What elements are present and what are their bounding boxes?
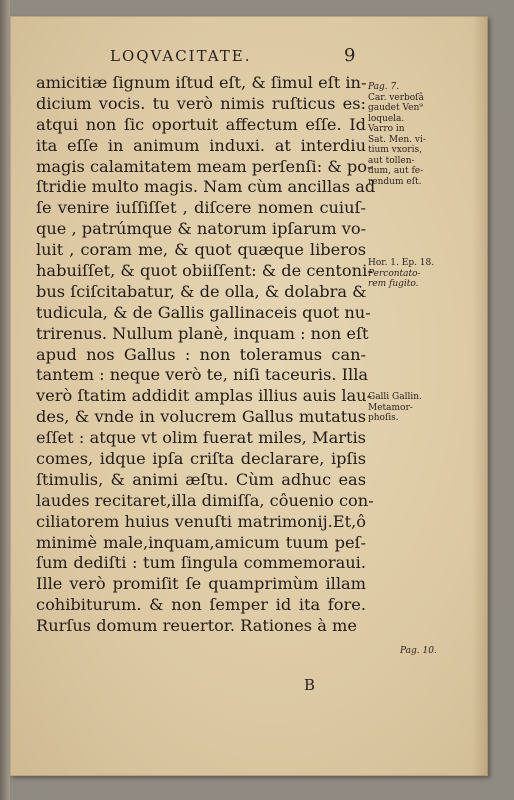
sidenote-line: Sat. Men. vi- <box>368 134 426 145</box>
text-line: luit , coram me, & quot quæque liberos <box>36 240 366 260</box>
text-line: Rurſus domum reuertor. Rationes à me <box>36 616 357 636</box>
sidenote-line: gaudet Ven⁹ <box>368 103 423 113</box>
sidenote-line: Metamor- <box>368 402 413 413</box>
text-line: verò ſtatim addidit amplas illius auis lau- <box>36 386 373 406</box>
sidenote-line: Car. verboſâ <box>368 92 424 103</box>
sidenote-pag-7 <box>368 82 462 187</box>
text-line: dicium vocis. tu verò nimis ruſticus es: <box>36 93 366 113</box>
signature-mark: B <box>304 676 316 694</box>
text-line: trirenus. Nullum planè, inquam : non eſt <box>36 323 369 343</box>
text-line: ſe venire iuſſiſſet , diſcere nomen cuiuſ- <box>36 198 366 218</box>
sidenote-line: Varro in <box>368 124 405 134</box>
sidenote-line: tium vxoris, <box>368 145 422 155</box>
sidenote-line: dum, aut fe- <box>368 166 424 176</box>
page-edge-shadow <box>472 16 488 776</box>
text-line: ſtridie multo magis. Nam cùm ancillas ad <box>36 177 376 197</box>
running-title: LOQVACITATE. <box>110 47 252 65</box>
text-line: tantem : neque verò te, niſi taceuris. Illa <box>36 365 369 385</box>
body-text <box>36 73 376 637</box>
text-line: ita eſſe in animum induxi. at interdiu <box>36 135 366 155</box>
text-line: ciliatorem huius venuſti matrimonij.Et,ô <box>36 511 366 531</box>
text-line: ſtimulis, & animi æſtu. Cùm adhuc eas <box>36 469 366 489</box>
sidenote-line: phoſis. <box>368 413 399 423</box>
text-line: que , patrúmque & natorum ipſarum vo- <box>36 219 367 239</box>
book-spine <box>0 0 10 800</box>
text-line: magis calamitatem meam perſenſi: & po- <box>36 156 373 176</box>
text-line: amicitiæ ſignum iſtud eſt, & ſimul eſt in- <box>36 73 367 92</box>
text-line: eſſet : atque vt olim fuerat miles, Martis <box>36 428 366 448</box>
sidenote-line: rem fugito. <box>368 279 419 289</box>
sidenote-line: rendum eſt. <box>368 176 422 187</box>
text-line: cohibiturum. & non ſemper id ita fore. <box>36 595 366 615</box>
text-line: tudicula, & de Gallis gallinaceis quot nu- <box>36 302 371 322</box>
sidenote-pag-10 <box>400 646 494 657</box>
sidenote-line: Hor. 1. Ep. 18. <box>368 258 435 268</box>
text-line: ſum dediſti : tum ſingula commemoraui. <box>36 553 366 573</box>
text-line: des, & vnde in volucrem Gallus mutatus <box>36 407 366 427</box>
sidenote-line: loquela. <box>368 113 405 124</box>
sidenote-line: Pag. 10. <box>400 646 437 656</box>
text-line: minimè male,inquam,amicum tuum peſ- <box>36 532 366 552</box>
text-line: apud nos Gallus : non toleramus can- <box>36 344 366 364</box>
sidenote-galli <box>368 392 462 424</box>
text-line: Ille verò promiſit ſe quamprimùm illam <box>36 574 366 594</box>
page-number: 9 <box>344 45 356 66</box>
text-line: comes, idque ipſa criſta declarare, ipſis <box>36 449 366 469</box>
sidenote-line: Percontato- <box>368 268 421 279</box>
text-line: laudes recitaret,illa dimiſſa, côuenio con- <box>36 490 374 510</box>
sidenote-line: aut tollen- <box>368 155 415 166</box>
text-line: bus ſciſcitabatur, & de olla, & dolabra & <box>36 281 367 301</box>
text-line: atqui non ſic oportuit affectum eſſe. Id <box>36 114 366 134</box>
sidenote-horace <box>368 258 462 290</box>
sidenote-line: Galli Gallin. <box>368 392 422 402</box>
sidenote-line: Pag. 7. <box>368 82 400 92</box>
text-line: habuiſſet, & quot obiiſſent: & de centoni- <box>36 261 373 281</box>
